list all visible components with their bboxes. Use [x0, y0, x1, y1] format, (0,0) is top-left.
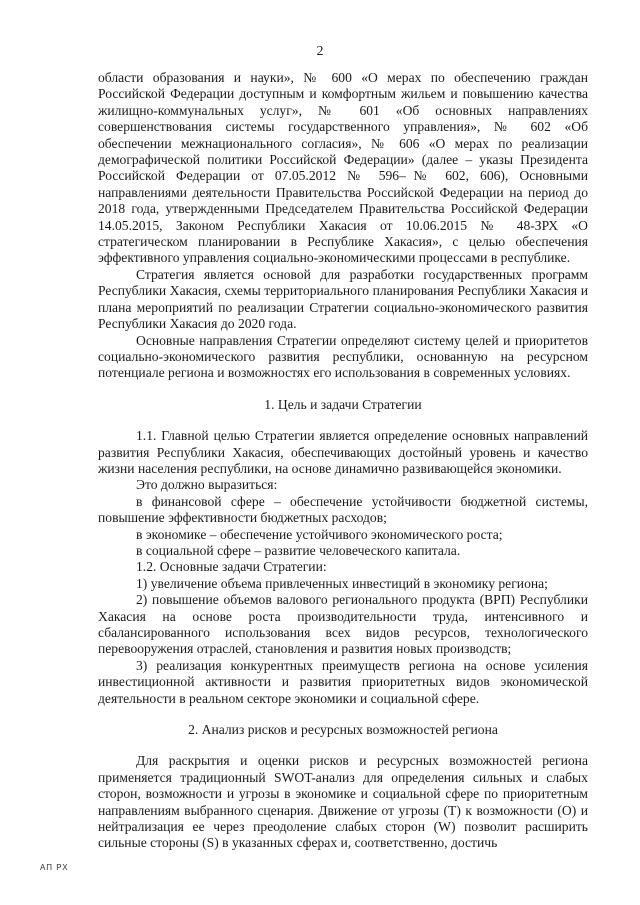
paragraph: Для раскрытия и оценки рисков и ресурсных возможностей региона применяется традиционный SWOT-анализ для определения сильных и слабых сторон, возможности и угрозы в экономике и социальной сфере по приоритетным направлениям выбранного сценария. Движение от угрозы (Т) к возможности (О) и нейтрализация ее через преодоление слабых сторон (W) позволит расширить сильные стороны (S) в указанных сферах и, соответственно, достичь [98, 753, 588, 851]
page-number: 2 [316, 44, 324, 59]
section-heading: 2. Анализ рисков и ресурсных возможностей региона [188, 722, 498, 738]
section-heading: 1. Цель и задачи Стратегии [264, 396, 422, 412]
paragraph: Это должно выразиться: [136, 477, 278, 493]
paragraph: 2) повышение объемов валового регионального продукта (ВРП) Республики Хакасия на основе роста производительности труда, интенсивного и сбалансированного использования всех видов ресурсов, технологического перевооружения отраслей, становления и развития новых производств; [98, 592, 588, 657]
paragraph: 1.2. Основные задачи Стратегии: [136, 559, 327, 575]
paragraph: 3) реализация конкурентных преимуществ региона на основе усиления инвестиционной активности и развития приоритетных видов экономической деятельности в реальном секторе экономики и социальной сфере. [98, 657, 588, 706]
paragraph: области образования и науки», № 600 «О мерах по обеспечению граждан Российской Федерации доступным и комфортным жильем и повышению качества жилищно-коммунальных услуг», № 601 «Об основных направлениях совершенствования системы государственного управления», № 602 «Об обеспечении межнационального согласия», № 606 «О мерах по реализации демографической политики Российской Федерации» (далее – указы Президента Российской Федерации от 07.05.2012 № 596–№ 602, 606), Основными направлениями деятельности Правительства Российской Федерации на период до 2018 года, утвержденными Председателем Правительства Российской Федерации 14.05.2015, Законом Республики Хакасия от 10.06.2015 № 48-ЗРХ «О стратегическом планировании в Республике Хакасия», с целью обеспечения эффективного управления социально-экономическими процессами в республике. [98, 70, 588, 266]
paragraph: 1) увеличение объема привлеченных инвестиций в экономику региона; [136, 575, 548, 591]
paragraph: в социальной сфере – развитие человеческого капитала. [136, 542, 461, 558]
paragraph: Стратегия является основой для разработки государственных программ Республики Хакасия, схемы территориального планирования Республики Хакасия и плана мероприятий по реализации Стратегии социально-экономического развития Республики Хакасия до 2020 года. [98, 266, 588, 332]
paragraph: в финансовой сфере – обеспечение устойчивости бюджетной системы, повышение эффективности бюджетных расходов; [98, 493, 588, 526]
paragraph: Основные направления Стратегии определяют систему целей и приоритетов социально-экономического развития республики, основанную на ресурсном потенциале региона и возможностях его использования в современных условиях. [98, 332, 588, 381]
document-body [98, 70, 588, 852]
paragraph: в экономике – обеспечение устойчивого экономического роста; [136, 526, 503, 542]
footer-tag: АП РХ [40, 863, 69, 872]
paragraph: 1.1. Главной целью Стратегии является определение основных направлений развития Республики Хакасия, обеспечивающих достойный уровень и качество жизни населения республики, на основе динамично развивающейся экономики. [98, 428, 588, 476]
